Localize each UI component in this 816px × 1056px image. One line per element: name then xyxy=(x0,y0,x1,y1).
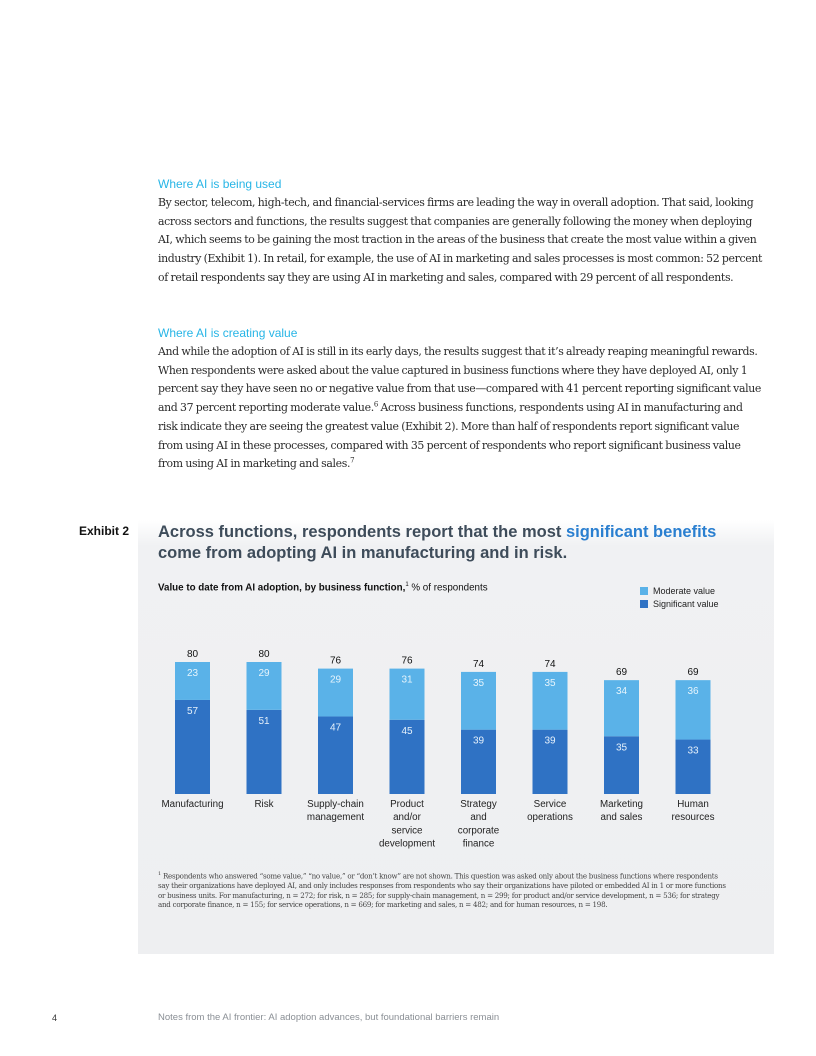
data-label-significant: 39 xyxy=(472,735,485,747)
data-label-significant: 51 xyxy=(258,715,270,727)
exhibit-footnote-marker: 1 xyxy=(158,871,161,877)
data-label-total: 76 xyxy=(401,655,413,667)
exhibit-title-part2: come from adopting AI in manufacturing and in risk. xyxy=(158,544,568,562)
data-label-significant: 57 xyxy=(186,705,199,717)
category-tick-label: Supply-chain xyxy=(307,799,364,810)
category-tick-label: and xyxy=(470,812,487,824)
data-label-total: 69 xyxy=(687,667,699,679)
paragraph-text-1: And while the adoption of AI is still in its early days, the results suggest that it’s already reaping meaningful rewards. When respondents were asked about the value captured in business functions where they have deployed AI, only 1 percent say they have seen no or negative value from that use—compared with 41 percent reporting significant value and 37 percent reporting moderate value. xyxy=(158,345,761,415)
data-label-moderate: 31 xyxy=(401,674,413,686)
data-label-significant: 47 xyxy=(329,722,342,734)
paragraph-ai-used: By sector, telecom, high-tech, and financial-services firms are leading the way in overall adoption. That said, looking across sectors and functions, the results suggest that companies are generally following the money when deploying AI, which seems to be gaining the most traction in the areas of the business that create the most value within a given industry (Exhibit 1). In retail, for example, the use of AI in marketing and sales processes is most common: 52 percent of retail respondents say they are using AI in marketing and sales, compared with 29 percent of all respondents. xyxy=(158,196,763,284)
data-label-moderate: 29 xyxy=(258,668,270,679)
category-tick-label: operations xyxy=(527,812,573,824)
data-label-moderate: 23 xyxy=(186,668,199,679)
category-tick-label: Product xyxy=(390,799,424,810)
exhibit-label: Exhibit 2 xyxy=(79,524,130,538)
data-label-moderate: 35 xyxy=(472,677,485,689)
data-label-total: 74 xyxy=(472,658,485,670)
data-label-significant: 33 xyxy=(687,745,699,757)
data-label-total: 80 xyxy=(258,649,270,660)
data-label-total: 69 xyxy=(615,667,628,679)
section-heading-ai-value: Where AI is creating value xyxy=(158,326,298,340)
data-label-significant: 35 xyxy=(615,742,628,754)
chart-subtitle-unit: % of respondents xyxy=(408,582,488,594)
data-label-total: 74 xyxy=(544,658,556,670)
exhibit-footnote-text: Respondents who answered “some value,” “no value,” or “don’t know” are not shown. This question was asked only about the business functions where respondents say their organizations have deployed AI, and only includes responses from respondents who say their organizations have piloted or embedded AI in 1 or more functions or business units. For manufacturing, n = 272; for risk, n = 285; for supply-chain management, n = 299; for product and/or service development, n = 536; for strategy and corporate finance, n = 155; for service operations, n = 669; for marketing and sales, n = 482; and for human resources, n = 198. xyxy=(158,871,726,910)
legend-item-significant xyxy=(640,597,719,610)
chart-subtitle xyxy=(158,582,488,593)
category-tick-label: Human xyxy=(677,799,709,810)
chart-legend xyxy=(640,584,719,610)
data-label-significant: 39 xyxy=(544,735,556,747)
category-tick-label: service xyxy=(391,825,423,837)
exhibit-title-highlight: significant benefits xyxy=(565,523,717,541)
legend-swatch-moderate xyxy=(640,587,648,595)
legend-label-significant: Significant value xyxy=(653,598,719,609)
data-label-total: 80 xyxy=(186,649,199,660)
stacked-bar-chart xyxy=(150,612,750,862)
category-tick-label: development xyxy=(378,838,436,850)
category-tick-label: management xyxy=(306,812,365,824)
paragraph-ai-value xyxy=(158,343,764,474)
category-tick-label: corporate xyxy=(457,825,500,837)
exhibit-footnote xyxy=(158,870,728,910)
paragraph-text-2: Across business functions, respondents using AI in manufacturing and risk indicate they are seeing the greatest value (Exhibit 2). More than half of respondents report significant value from using AI in these processes, compared with 35 percent of respondents who report significant business value from using AI in marketing and sales. xyxy=(158,401,743,471)
data-label-moderate: 35 xyxy=(544,677,556,689)
category-tick-label: Strategy xyxy=(460,799,497,810)
category-tick-label: and/or xyxy=(393,812,421,824)
category-tick-label: and sales xyxy=(600,812,643,824)
footer-running-title: Notes from the AI frontier: AI adoption advances, but foundational barriers remain xyxy=(158,1012,500,1023)
chart-subtitle-bold: Value to date from AI adoption, by business function, xyxy=(158,582,406,594)
data-label-total: 76 xyxy=(329,655,342,667)
category-tick-label: Risk xyxy=(254,799,274,810)
category-tick-label: Manufacturing xyxy=(161,799,224,810)
data-label-significant: 45 xyxy=(401,725,413,737)
data-label-moderate: 34 xyxy=(615,686,628,698)
section-heading-ai-used: Where AI is being used xyxy=(158,177,282,191)
exhibit-title xyxy=(158,522,748,564)
category-tick-label: finance xyxy=(462,838,495,850)
legend-label-moderate: Moderate value xyxy=(653,585,716,596)
category-tick-label: resources xyxy=(671,812,715,824)
data-label-moderate: 29 xyxy=(329,674,342,686)
footnote-ref-7[interactable]: 7 xyxy=(350,456,355,465)
legend-swatch-significant xyxy=(640,600,648,608)
chart-subtitle-footnote-ref: 1 xyxy=(405,582,409,588)
exhibit-title-part1: Across functions, respondents report that the most xyxy=(158,523,566,541)
data-label-moderate: 36 xyxy=(687,686,699,698)
footnote-ref-6[interactable]: 6 xyxy=(373,400,378,409)
category-tick-label: Service xyxy=(533,799,567,810)
category-tick-label: Marketing xyxy=(599,799,644,810)
legend-item-moderate xyxy=(640,584,719,597)
page-number: 4 xyxy=(52,1013,58,1023)
